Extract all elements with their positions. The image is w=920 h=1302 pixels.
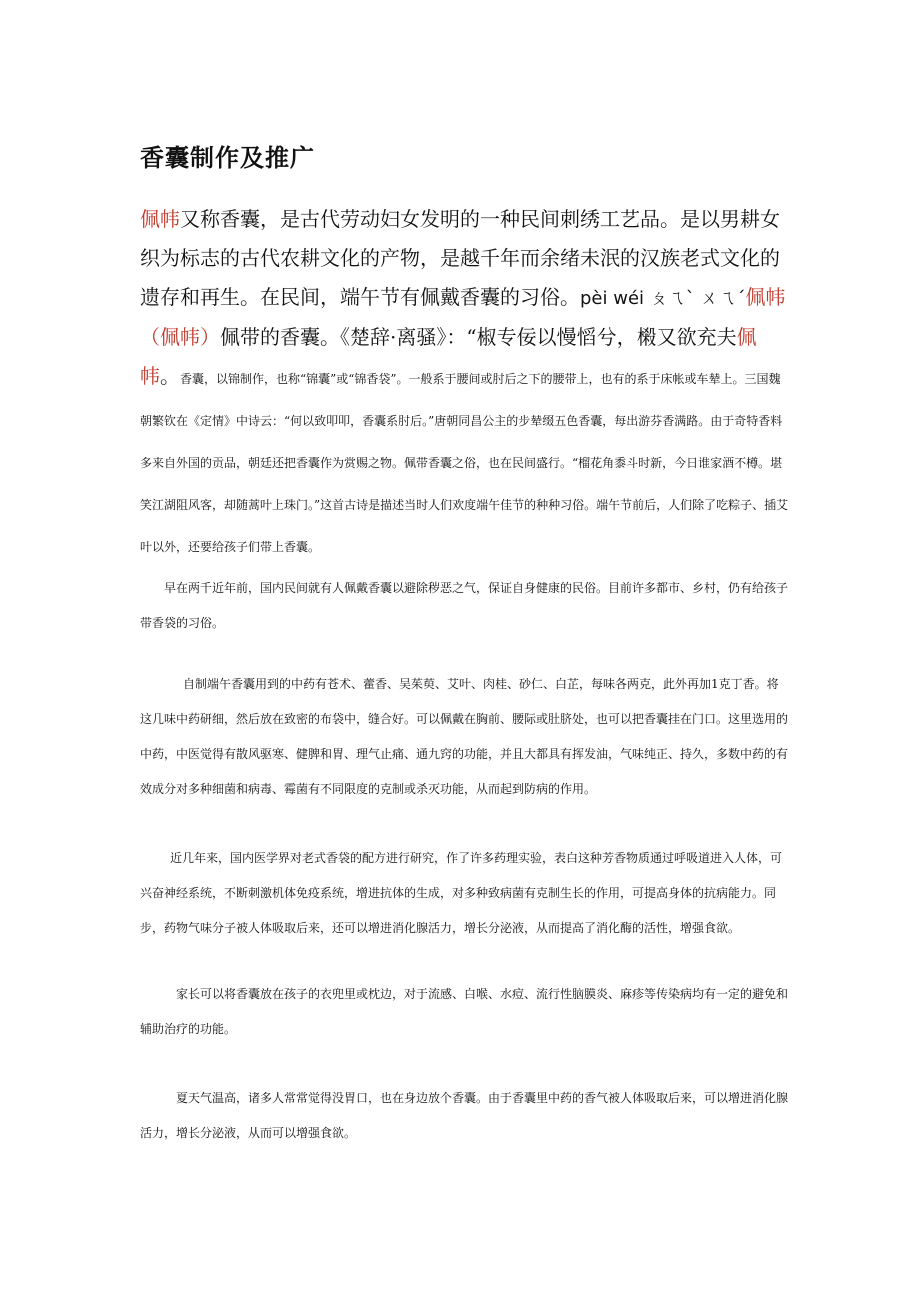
body-paragraph: 自制端午香囊用到的中药有苍术、藿香、吴茱萸、艾叶、肉桂、砂仁、白芷，每味各两克，此外再加1克丁香。将这几味中药研细，然后放在致密的布袋中，缝合好。可以佩戴在胸前、腰际或肚脐处，也可以把香囊挂在门口。这里选用的中药，中医觉得有散风驱寒、健脾和胃、理气止痛、通九窍的功能，并且大都具有挥发油，气味纯正、持久，多数中药的有效成分对多种细菌和病毒、霉菌有不同限度的克制或杀灭功能，从而起到防病的作用。 (140, 677, 789, 796)
intro-text: 。 (160, 364, 180, 388)
term-highlight: 佩帏 (140, 325, 757, 388)
body-paragraph: 近几年来，国内医学界对老式香袋的配方进行研究，作了许多药理实验，表白这种芳香物质通过呼吸道进入人体，可兴奋神经系统，不断刺激机体免疫系统，增进抗体的生成，对多种致病菌有克制生长的作用，可提高身体的抗病能力。同步，药物气味分子被人体吸取后来，还可以增进消化腺活力，增长分泌液，从而提高了消化酶的活性，增强食欲。 (140, 851, 783, 935)
page-title: 香囊制作及推广 (140, 144, 315, 172)
paren-close: ） (200, 325, 220, 349)
intro-text: 又称香囊，是古代劳动妇女发明的一种民间刺绣工艺品。是以男耕女织为标志的古代农耕文化的产物，是越千年而余绪未泯的汉族老式文化的遗存和再生。在民间，端午节有佩戴香囊的习俗。 (140, 207, 780, 309)
body-paragraph: 家长可以将香囊放在孩子的衣兜里或枕边，对于流感、白喉、水痘、流行性脑膜炎、麻疹等传染病均有一定的避免和辅助治疗的功能。 (140, 987, 789, 1036)
intro-paragraph (140, 200, 790, 567)
intro-text: 佩带的香囊。《楚辞·离骚》：“椒专佞以慢慆兮，樧又欲充夫 (220, 325, 737, 349)
term-highlight: 佩帏 (160, 325, 200, 349)
paren-open: （ (140, 325, 160, 349)
term-highlight: 佩帏 (745, 285, 786, 309)
intro-small-text: 香囊，以锦制作，也称“锦囊”或“锦香袋”。一般系于腰间或肘后之下的腰带上，也有的系于床帐或车辇上。三国魏朝繁钦在《定情》中诗云：“何以致叩叩，香囊系肘后。”唐朝同昌公主的步辇缀五色香囊，每出游芬香满路。由于奇特香料多来自外国的贡品，朝廷还把香囊作为赏赐之物。佩带香囊之俗，也在民间盛行。“榴花角黍斗时新，今日谁家酒不樽。堪笑江湖阻风客，却随蒿叶上珠门。”这首古诗是描述当时人们欢度端午佳节的种种习俗。端午节前后，人们除了吃粽子、插艾叶以外，还要给孩子们带上香囊。 (140, 372, 789, 554)
body-paragraph: 早在两千近年前，国内民间就有人佩戴香囊以避除秽恶之气，保证自身健康的民俗。目前许多都市、乡村，仍有给孩子带香袋的习俗。 (140, 581, 789, 630)
body-paragraph: 夏天气温高，诸多人常常觉得没胃口，也在身边放个香囊。由于香囊里中药的香气被人体吸取后来，可以增进消化腺活力，增长分泌液，从而可以增强食欲。 (140, 1091, 789, 1140)
term-highlight: 佩帏 (140, 207, 180, 231)
pinyin-text: pèi wéi ㄆㄟˋ ㄨㄟˊ (580, 288, 746, 309)
